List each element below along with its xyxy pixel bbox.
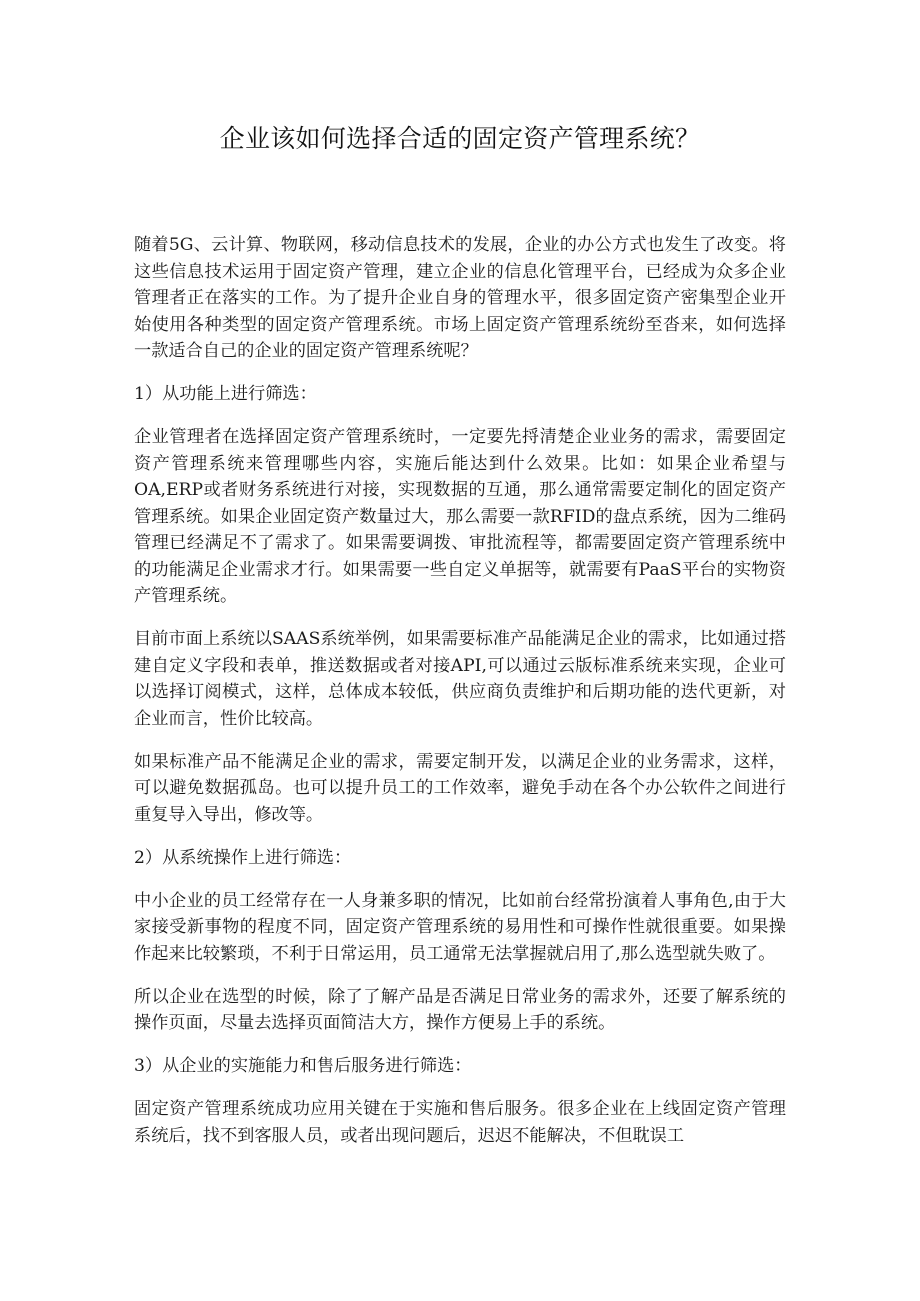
paragraph-intro: 随着5G、云计算、物联网，移动信息技术的发展，企业的办公方式也发生了改变。将这些信息技术运用于固定资产管理，建立企业的信息化管理平台，已经成为众多企业管理者正在落实的工作。为了提升企业自身的管理水平，很多固定资产密集型企业开始使用各种类型的固定资产管理系统。市场上固定资产管理系统纷至沓来，如何选择一款适合自己的企业的固定资产管理系统呢？: [134, 235, 786, 361]
paragraph-custom: 如果标准产品不能满足企业的需求，需要定制开发，以满足企业的业务需求，这样，可以避免数据孤岛。也可以提升员工的工作效率，避免手动在各个办公软件之间进行重复导入导出，修改等。: [134, 751, 786, 825]
paragraph-function: 企业管理者在选择固定资产管理系统时，一定要先捋清楚企业业务的需求，需要固定资产管理系统来管理哪些内容，实施后能达到什么效果。比如：如果企业希望与OA,ERP或者财务系统进行对接，实现数据的互通，那么通常需要定制化的固定资产管理系统。如果企业固定资产数量过大，那么需要一款RFID的盘点系统，因为二维码管理已经满足不了需求了。如果需要调拨、审批流程等，都需要固定资产管理系统中的功能满足企业需求才行。如果需要一些自定义单据等，就需要有PaaS平台的实物资产管理系统。: [134, 427, 786, 606]
paragraph-saas: 目前市面上系统以SAAS系统举例，如果需要标准产品能满足企业的需求，比如通过搭建自定义字段和表单，推送数据或者对接API,可以通过云版标准系统来实现，企业可以选择订阅模式，这样，总体成本较低，供应商负责维护和后期功能的迭代更新，对企业而言，性价比较高。: [134, 629, 786, 729]
paragraph-usability: 中小企业的员工经常存在一人身兼多职的情况，比如前台经常扮演着人事角色,由于大家接受新事物的程度不同，固定资产管理系统的易用性和可操作性就很重要。如果操作起来比较繁琐，不利于日常运用，员工通常无法掌握就启用了,那么选型就失败了。: [134, 890, 786, 964]
section-heading-1: 1）从功能上进行筛选：: [134, 384, 317, 404]
section-heading-2: 2）从系统操作上进行筛选：: [134, 847, 352, 868]
document-title: 企业该如何选择合适的固定资产管理系统？: [219, 124, 701, 153]
paragraph-service: 固定资产管理系统成功应用关键在于实施和售后服务。很多企业在上线固定资产管理系统后，找不到客服人员，或者出现问题后，迟迟不能解决，不但耽误工: [134, 1099, 786, 1146]
document-body: [134, 232, 786, 1166]
paragraph-selection: 所以企业在选型的时候，除了了解产品是否满足日常业务的需求外，还要了解系统的操作页面，尽量去选择页面简洁大方，操作方便易上手的系统。: [134, 986, 786, 1033]
section-heading-3: 3）从企业的实施能力和售后服务进行筛选：: [134, 1056, 472, 1076]
